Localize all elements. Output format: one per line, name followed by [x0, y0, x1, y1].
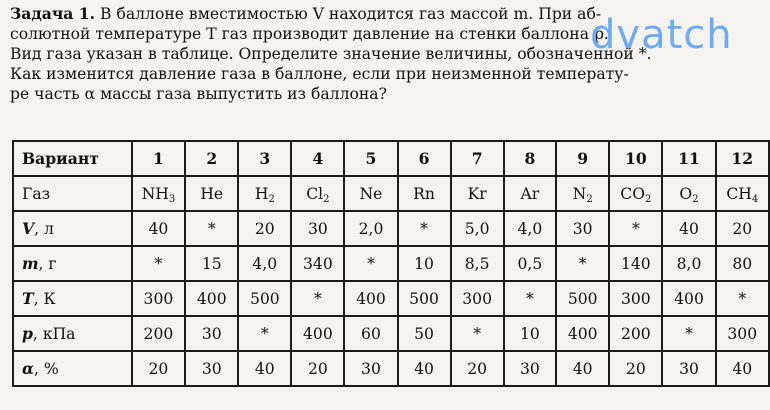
gas-formula: N: [572, 184, 587, 203]
table-row: [13, 211, 769, 246]
table-cell: 2,0: [344, 211, 397, 246]
table-header-row: [13, 141, 769, 176]
variant-number-11: 11: [662, 141, 715, 176]
gas-subscript: 2: [645, 193, 652, 205]
table-cell: *: [609, 211, 662, 246]
table-cell: 80: [716, 246, 769, 281]
table-cell: 40: [662, 211, 715, 246]
row-symbol: α: [22, 359, 34, 378]
variant-number-12: 12: [716, 141, 769, 176]
table-cell: 40: [238, 351, 291, 386]
table-cell: [398, 176, 451, 211]
table-cell: 20: [238, 211, 291, 246]
table-cell: [716, 176, 769, 211]
row-label-cell: Газ: [13, 176, 132, 211]
table-cell: 30: [185, 316, 238, 351]
table-cell: 400: [556, 316, 609, 351]
row-unit: , К: [33, 290, 56, 308]
variant-number-4: 4: [291, 141, 344, 176]
table-row: [13, 351, 769, 386]
table-cell: 40: [716, 351, 769, 386]
table-cell: 5,0: [451, 211, 504, 246]
row-symbol: p: [22, 324, 33, 343]
variant-number-9: 9: [556, 141, 609, 176]
table-cell: 340: [291, 246, 344, 281]
table-cell: 20: [716, 211, 769, 246]
task-line-2: солютной температуре T газ производит давление на стенки баллона p.: [10, 25, 609, 43]
table-cell: [556, 176, 609, 211]
gas-formula: CO: [620, 184, 646, 203]
gas-formula: H: [254, 184, 269, 203]
table-cell: 400: [185, 281, 238, 316]
gas-formula: Cl: [306, 184, 324, 203]
table-row: [13, 281, 769, 316]
row-symbol: T: [22, 289, 34, 308]
task-label: Задача 1.: [10, 4, 96, 23]
table-cell: 500: [238, 281, 291, 316]
gas-subscript: 3: [168, 193, 176, 205]
table-cell: 400: [344, 281, 397, 316]
row-unit: , л: [34, 220, 54, 238]
table-cell: 300: [132, 281, 186, 316]
gas-subscript: 4: [751, 193, 759, 205]
gas-subscript: 2: [323, 193, 330, 205]
table-cell: 50: [398, 316, 451, 351]
table-cell: *: [556, 246, 609, 281]
variant-number-10: 10: [609, 141, 662, 176]
table-cell: 300: [451, 281, 504, 316]
gas-formula: He: [200, 184, 224, 203]
table-cell: 200: [609, 316, 662, 351]
table-cell: [451, 176, 504, 211]
table-cell: [504, 176, 556, 211]
table-cell: 30: [185, 351, 238, 386]
table-cell: 4,0: [238, 246, 291, 281]
table-cell: [185, 176, 238, 211]
gas-formula: Ne: [359, 184, 383, 203]
variant-number-7: 7: [451, 141, 504, 176]
table-cell: 30: [504, 351, 556, 386]
table-cell: 20: [451, 351, 504, 386]
table-cell: *: [504, 281, 556, 316]
table-cell: 30: [291, 211, 344, 246]
table-cell: 400: [662, 281, 715, 316]
table-cell: 20: [132, 351, 186, 386]
table-cell: *: [344, 246, 397, 281]
data-table: [12, 140, 770, 387]
row-label-cell: [13, 316, 132, 351]
table-cell: [609, 176, 662, 211]
table-cell: 8,5: [451, 246, 504, 281]
table-cell: 20: [291, 351, 344, 386]
gas-subscript: 2: [268, 193, 275, 205]
watermark: dvatch: [590, 12, 733, 58]
row-label-cell: [13, 246, 132, 281]
table-cell: 300: [716, 316, 769, 351]
row-label-cell: [13, 351, 132, 386]
gas-subscript: 2: [692, 193, 699, 205]
table-cell: *: [238, 316, 291, 351]
row-label-cell: [13, 211, 132, 246]
table-cell: 20: [609, 351, 662, 386]
gas-subscript: 2: [586, 193, 593, 205]
table-cell: *: [398, 211, 451, 246]
table-cell: 30: [344, 351, 397, 386]
table-cell: *: [185, 211, 238, 246]
table-cell: 0,5: [504, 246, 556, 281]
table-cell: 500: [556, 281, 609, 316]
row-unit: , г: [38, 255, 57, 273]
table-cell: *: [716, 281, 769, 316]
row-symbol: m: [22, 254, 39, 273]
row-unit: , кПа: [32, 325, 76, 343]
table-cell: *: [451, 316, 504, 351]
table-cell: 4,0: [504, 211, 556, 246]
gas-formula: Ar: [520, 184, 540, 203]
table-cell: *: [662, 316, 715, 351]
table-cell: 40: [398, 351, 451, 386]
variant-number-5: 5: [344, 141, 397, 176]
gas-formula: O: [679, 184, 693, 203]
table-row: [13, 176, 769, 211]
table-cell: [238, 176, 291, 211]
task-line-3: Вид газа указан в таблице. Определите значение величины, обозначенной *.: [10, 45, 652, 63]
task-line-1: Задача 1. В баллоне вместимостью V находится газ массой m. При аб-: [10, 4, 602, 23]
table-cell: 40: [556, 351, 609, 386]
table-cell: *: [132, 246, 186, 281]
table-cell: 40: [132, 211, 186, 246]
gas-formula: NH: [141, 184, 169, 203]
table-cell: 30: [662, 351, 715, 386]
table-row: [13, 246, 769, 281]
variant-number-2: 2: [185, 141, 238, 176]
table-cell: 300: [609, 281, 662, 316]
gas-formula: CH: [726, 184, 752, 203]
table-cell: 8,0: [662, 246, 715, 281]
table-cell: *: [291, 281, 344, 316]
table-cell: 200: [132, 316, 186, 351]
variant-number-6: 6: [398, 141, 451, 176]
variant-number-3: 3: [238, 141, 291, 176]
table-cell: 10: [398, 246, 451, 281]
table-cell: 30: [556, 211, 609, 246]
variant-number-8: 8: [504, 141, 556, 176]
gas-formula: Rn: [413, 184, 435, 203]
table-cell: 400: [291, 316, 344, 351]
table-cell: 15: [185, 246, 238, 281]
row-symbol: V: [22, 219, 35, 238]
table-cell: [132, 176, 186, 211]
table-cell: [291, 176, 344, 211]
task-line-4: Как изменится давление газа в баллоне, если при неизменной температу-: [10, 65, 629, 83]
task-line-5: ре часть α массы газа выпустить из баллона?: [10, 85, 387, 103]
variant-number-1: 1: [132, 141, 186, 176]
row-unit: , %: [34, 360, 59, 378]
table-cell: 60: [344, 316, 397, 351]
header-label-cell: Вариант: [13, 141, 132, 176]
table-row: [13, 316, 769, 351]
gas-formula: Kr: [467, 184, 487, 203]
table-cell: 140: [609, 246, 662, 281]
table-cell: 10: [504, 316, 556, 351]
table-cell: 500: [398, 281, 451, 316]
table-cell: [344, 176, 397, 211]
table-cell: [662, 176, 715, 211]
row-label-cell: [13, 281, 132, 316]
